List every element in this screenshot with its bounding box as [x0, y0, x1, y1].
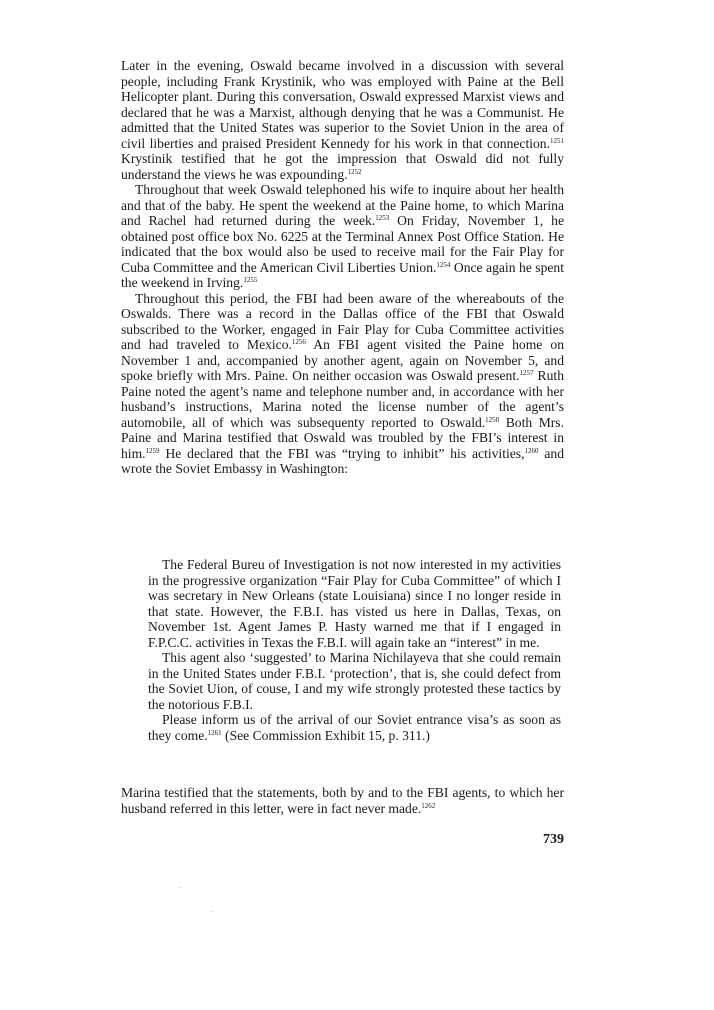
quote-paragraph — [148, 712, 561, 743]
paragraph-text: Later in the evening, Oswald became involved in a discussion with several people, including Frank Krystinik, who was employed with Paine at the Bell Helicopter plant. During this conversation, Oswald expressed Marxist views and declared that he was a Marxist, although denying that he was a Communist. He admitted that the United States was superior to the Soviet Union in the area of civil liberties and praised President Kennedy for his work in that connection. — [121, 58, 564, 151]
paragraph-text: Ruth Paine noted the agent’s name and telephone number and, in accordance with her husband’s instructions, Marina noted the license number of the agent’s automobile, all of which was subsequenty reported to Oswald. — [121, 368, 564, 430]
paragraph-fbi-awareness — [121, 291, 564, 477]
paragraph-text: On Friday, November 1, he obtained post office box No. 6225 at the Terminal Annex Post Office Station. He indicated that the box would also be used to receive mail for the Fair Play for Cuba Committee and the American Civil Liberties Union. — [121, 213, 565, 275]
footnote-ref: 1256 — [291, 338, 306, 346]
paragraph-text: Throughout this period, the FBI had been aware of the whereabouts of the Oswalds. There was a record in the Dallas office of the FBI that Oswald subscribed to the Worker, engaged in Fair Play for Cuba Committee activities and had traveled to Mexico. — [121, 290, 564, 352]
footnote-ref: 1254 — [436, 260, 451, 269]
paragraph-oswald-discussion — [121, 58, 564, 182]
quote-paragraph — [148, 650, 561, 712]
footnote-ref: 1260 — [524, 446, 539, 455]
footnote-ref: 1259 — [145, 446, 160, 455]
quote-text: (See Commission Exhibit 15, p. 311.) — [221, 727, 430, 743]
paragraph-text: Once again he spent the weekend in Irving. — [121, 259, 564, 290]
closing-paragraph-block — [121, 785, 564, 816]
paragraph-text: Marina testified that the statements, both by and to the FBI agents, to which her husband referred in this letter, were in fact never made. — [121, 785, 564, 816]
paragraph-text: and wrote the Soviet Embassy in Washington: — [121, 445, 565, 476]
quote-paragraph — [148, 557, 561, 650]
paragraph-oswald-weekend — [121, 182, 564, 291]
closing-paragraph — [121, 785, 564, 816]
footnote-ref: 1262 — [421, 801, 436, 810]
page-number: 739 — [543, 832, 564, 847]
footnote-ref: 1252 — [347, 167, 362, 176]
footnote-ref: 1261 — [207, 728, 222, 737]
footnote-ref: 1253 — [375, 214, 390, 222]
scan-speck — [179, 887, 180, 888]
block-quote-letter — [148, 557, 561, 743]
footnote-ref: 1257 — [519, 369, 534, 377]
paragraph-text: An FBI agent visited the Paine home on November 1 and, accompanied by another agent, again on November 5, and spoke briefly with Mrs. Paine. On neither occasion was Oswald present. — [121, 337, 564, 383]
quote-text: Please inform us of the arrival of our Soviet entrance visa’s as soon as they come. — [148, 712, 561, 743]
paragraph-text: Both Mrs. Paine and Marina testified that Oswald was troubled by the FBI’s interest in him. — [121, 414, 564, 461]
scan-speck — [212, 911, 213, 912]
paragraph-text: Throughout that week Oswald telephoned his wife to inquire about her health and that of the baby. He spent the weekend at the Paine home, to which Marina and Rachel had returned during the week. — [121, 182, 564, 228]
quote-text: This agent also ‘suggested’ to Marina Nichilayeva that she could remain in the United States under F.B.I. ‘protection’, that is, she could defect from the Soviet Uion, of couse, I and my wife strongly protested these tactics by the notorious F.B.I. — [148, 650, 561, 712]
paragraph-text: He declared that the FBI was “trying to inhibit” his activities, — [159, 445, 525, 461]
footnote-ref: 1255 — [243, 276, 258, 284]
quote-text: The Federal Bureu of Investigation is not now interested in my activities in the progressive organization “Fair Play for Cuba Committee” of which I was secretary in New Orleans (state Louisiana) since I no longer reside in that state. However, the F.B.I. has visted us here in Dallas, Texas, on November 1st. Agent James P. Hasty warned me that if I engaged in F.P.C.C. activities in Texas the F.B.I. will again take an “interest” in me. — [148, 557, 561, 650]
main-text-column — [121, 58, 564, 477]
paragraph-text: Krystinik testified that he got the impression that Oswald did not fully understand the views he was expounding. — [121, 151, 564, 182]
footnote-ref: 1251 — [550, 136, 564, 145]
footnote-ref: 1258 — [485, 415, 500, 424]
